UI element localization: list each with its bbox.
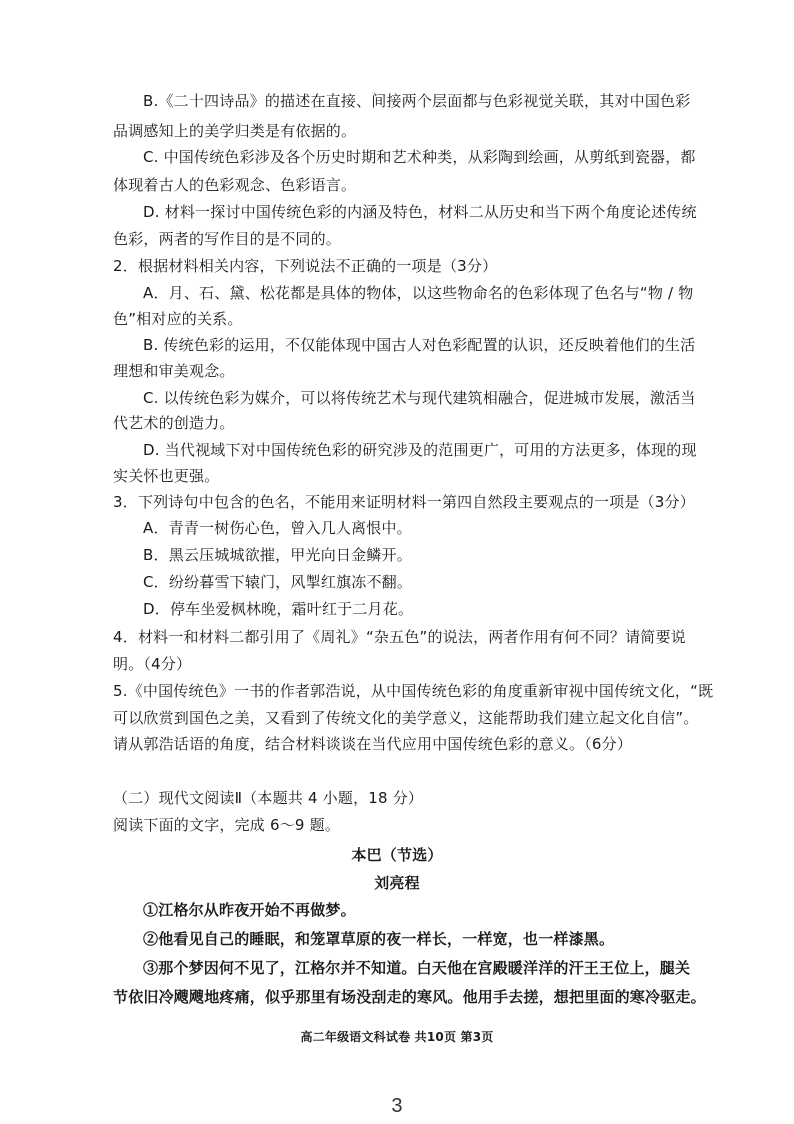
q3-option-d: D．停车坐爱枫林晚，霜叶红于二月花。	[143, 600, 414, 618]
q2-option-d-line-1: D. 当代视域下对中国传统色彩的研究涉及的范围更广，可用的方法更多，体现的现	[143, 441, 697, 459]
story-paragraph-2: ②他看见自己的睡眠，和笼罩草原的夜一样长，一样宽，也一样漆黑。	[143, 930, 615, 948]
q5-line-3: 请从郭浩话语的角度，结合材料谈谈在当代应用中国传统色彩的意义。（6分）	[113, 735, 633, 753]
story-paragraph-1: ①江格尔从昨夜开始不再做梦。	[143, 901, 356, 919]
q2-option-b-line-2: 理想和审美观念。	[113, 362, 235, 380]
q3-option-b: B．黑云压城城欲摧，甲光向日金鳞开。	[143, 546, 412, 564]
q2-stem: 2．根据材料相关内容，下列说法不正确的一项是（3分）	[113, 257, 498, 275]
exam-footer: 高二年级语文科试卷 共10页 第3页	[300, 1030, 494, 1044]
q5-line-2: 可以欣赏到国色之美，又看到了传统文化的美学意义，这能帮助我们建立起文化自信”。	[113, 709, 699, 727]
q2-option-a-line-1: A．月、石、黛、松花都是具体的物体，以这些物命名的色彩体现了色名与“物 / 物	[143, 284, 694, 302]
q1-option-b-line-1: B.《二十四诗品》的描述在直接、间接两个层面都与色彩视觉关联，其对中国色彩	[143, 92, 691, 110]
q2-option-b-line-1: B. 传统色彩的运用，不仅能体现中国古人对色彩配置的认识，还反映着他们的生活	[143, 336, 696, 354]
section-heading: （二）现代文阅读Ⅱ（本题共 4 小题，18 分）	[113, 789, 424, 807]
q3-stem: 3．下列诗句中包含的色名，不能用来证明材料一第四自然段主要观点的一项是（3分）	[113, 493, 695, 511]
reading-instruction: 阅读下面的文字，完成 6～9 题。	[113, 816, 341, 834]
q2-option-d-line-2: 实关怀也更强。	[113, 467, 220, 485]
q2-option-a-line-2: 色”相对应的关系。	[113, 310, 243, 328]
q1-option-d-line-1: D. 材料一探讨中国传统色彩的内涵及特色，材料二从历史和当下两个角度论述传统	[143, 203, 697, 221]
q5-line-1: 5.《中国传统色》一书的作者郭浩说，从中国传统色彩的角度重新审视中国传统文化，“既	[113, 682, 714, 700]
q4-line-1: 4．材料一和材料二都引用了《周礼》“杂五色”的说法，两者作用有何不同？请简要说	[113, 628, 686, 646]
story-paragraph-3-line-2: 节依旧冷飕飕地疼痛，似乎那里有场没刮走的寒风。他用手去搓，想把里面的寒冷驱走。	[113, 988, 706, 1006]
story-title: 本巴（节选）	[351, 846, 443, 864]
q4-line-2: 明。（4分）	[113, 655, 192, 673]
q1-option-c-line-1: C. 中国传统色彩涉及各个历史时期和艺术种类，从彩陶到绘画，从剪纸到瓷器，都	[143, 148, 696, 166]
q1-option-c-line-2: 体现着古人的色彩观念、色彩语言。	[113, 176, 357, 194]
q1-option-b-line-2: 品调感知上的美学归类是有依据的。	[113, 122, 357, 140]
q2-option-c-line-2: 代艺术的创造力。	[113, 414, 235, 432]
q3-option-a: A．青青一树伤心色，曾入几人离恨中。	[143, 519, 412, 537]
page-number: 3	[391, 1095, 403, 1117]
story-author: 刘亮程	[374, 874, 420, 892]
q3-option-c: C．纷纷暮雪下辕门，风掣红旗冻不翻。	[143, 573, 413, 591]
story-paragraph-3-line-1: ③那个梦因何不见了，江格尔并不知道。白天他在宫殿暖洋洋的汗王王位上，腿关	[143, 959, 691, 977]
q1-option-d-line-2: 色彩，两者的写作目的是不同的。	[113, 230, 342, 248]
q2-option-c-line-1: C. 以传统色彩为媒介，可以将传统艺术与现代建筑相融合，促进城市发展，激活当	[143, 389, 696, 407]
